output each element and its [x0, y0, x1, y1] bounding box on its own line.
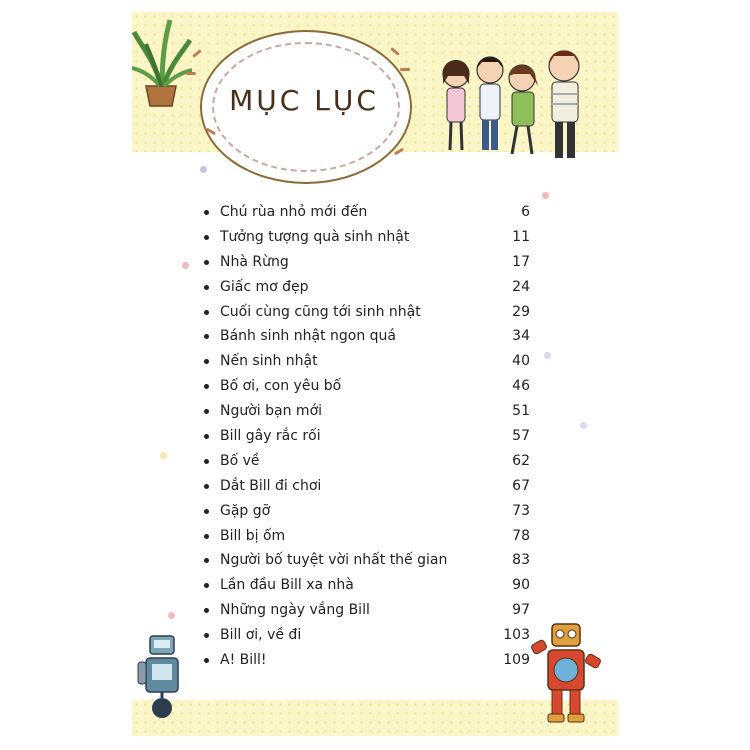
bullet-icon: [204, 260, 209, 265]
toc-entry-page: 73: [512, 502, 530, 519]
bullet-icon: [204, 384, 209, 389]
toc-entry-page: 46: [512, 378, 530, 395]
decor-dot: [200, 166, 207, 173]
bullet-icon: [204, 359, 209, 364]
toc-entry-page: 17: [512, 253, 530, 270]
toc-entry: [200, 275, 530, 300]
toc-entry-page: 109: [503, 652, 530, 669]
toc-entry: [200, 474, 530, 499]
table-of-contents: [200, 200, 530, 673]
toc-entry-title: Bill bị ốm: [220, 527, 286, 544]
bullet-icon: [204, 658, 209, 663]
toc-entry-title: Bố ơi, con yêu bố: [220, 378, 342, 395]
toc-entry-title: Giấc mơ đẹp: [220, 278, 309, 295]
toc-entry: [200, 524, 530, 549]
bullet-icon: [204, 633, 209, 638]
toc-entry-title: Bill ơi, về đi: [220, 627, 302, 644]
toc-entry: [200, 573, 530, 598]
toc-entry: [200, 449, 530, 474]
toc-entry-page: 90: [512, 577, 530, 594]
toc-entry-title: Nhà Rừng: [220, 253, 289, 270]
toc-entry: [200, 399, 530, 424]
toc-entry-page: 40: [512, 353, 530, 370]
bullet-icon: [204, 285, 209, 290]
toc-entry-page: 67: [512, 477, 530, 494]
toc-entry: [200, 349, 530, 374]
toc-entry: [200, 424, 530, 449]
toc-entry: [200, 623, 530, 648]
toc-entry-page: 97: [512, 602, 530, 619]
toc-entry-title: Tưởng tượng quà sinh nhật: [220, 228, 410, 245]
book-page: [132, 12, 618, 736]
toc-entry: [200, 300, 530, 325]
bullet-icon: [204, 608, 209, 613]
spark-mark: [400, 68, 410, 71]
toc-entry-title: Những ngày vắng Bill: [220, 602, 370, 619]
bullet-icon: [204, 459, 209, 464]
toc-entry: [200, 374, 530, 399]
toc-entry: [200, 598, 530, 623]
bullet-icon: [204, 509, 209, 514]
toc-entry: [200, 250, 530, 275]
decor-dot: [168, 612, 175, 619]
toc-entry: [200, 648, 530, 673]
toc-entry-title: Lần đầu Bill xa nhà: [220, 577, 354, 594]
decor-dot: [182, 262, 189, 269]
toc-entry-title: Người bố tuyệt vời nhất thế gian: [220, 552, 448, 569]
decor-dot: [580, 422, 587, 429]
plant-icon: [132, 14, 192, 114]
toc-entry-title: Bill gây rắc rối: [220, 428, 321, 445]
toc-entry: [200, 225, 530, 250]
toc-entry: [200, 548, 530, 573]
toc-entry-title: Chú rùa nhỏ mới đến: [220, 204, 368, 220]
bullet-icon: [204, 558, 209, 563]
toc-entry: [200, 499, 530, 524]
bullet-icon: [204, 534, 209, 539]
toc-entry-title: Nến sinh nhật: [220, 353, 318, 370]
toc-entry-page: 29: [512, 303, 530, 320]
decor-dot: [544, 352, 551, 359]
decor-dot: [160, 452, 167, 459]
toc-entry-page: 34: [512, 328, 530, 345]
toc-entry-page: 6: [521, 204, 530, 220]
spark-mark: [186, 72, 196, 75]
children-group-icon: [438, 42, 608, 168]
toc-entry-title: Dắt Bill đi chơi: [220, 477, 322, 494]
robot-icon: [136, 632, 190, 726]
bullet-icon: [204, 334, 209, 339]
toc-entry-title: Gặp gỡ: [220, 502, 271, 519]
toc-entry: [200, 200, 530, 225]
toc-entry-title: Người bạn mới: [220, 403, 323, 420]
toc-entry-page: 11: [512, 228, 530, 245]
bullet-icon: [204, 484, 209, 489]
decor-dot: [542, 192, 549, 199]
toc-entry-title: Bố về: [220, 452, 260, 469]
bullet-icon: [204, 583, 209, 588]
bullet-icon: [204, 235, 209, 240]
bullet-icon: [204, 434, 209, 439]
toc-entry-title: A! Bill!: [220, 652, 267, 669]
toc-entry: [200, 324, 530, 349]
toc-entry-page: 57: [512, 428, 530, 445]
toc-entry-page: 62: [512, 452, 530, 469]
toc-entry-title: Bánh sinh nhật ngon quá: [220, 328, 397, 345]
toc-entry-title: Cuối cùng cũng tới sinh nhật: [220, 303, 421, 320]
toc-entry-page: 103: [503, 627, 530, 644]
toc-entry-page: 24: [512, 278, 530, 295]
toc-entry-page: 78: [512, 527, 530, 544]
page-title: MỤC LỤC: [229, 84, 379, 117]
toy-robot-icon: [530, 616, 604, 728]
bullet-icon: [204, 210, 209, 215]
toc-entry-page: 83: [512, 552, 530, 569]
bullet-icon: [204, 409, 209, 414]
bullet-icon: [204, 310, 209, 315]
toc-entry-page: 51: [512, 403, 530, 420]
